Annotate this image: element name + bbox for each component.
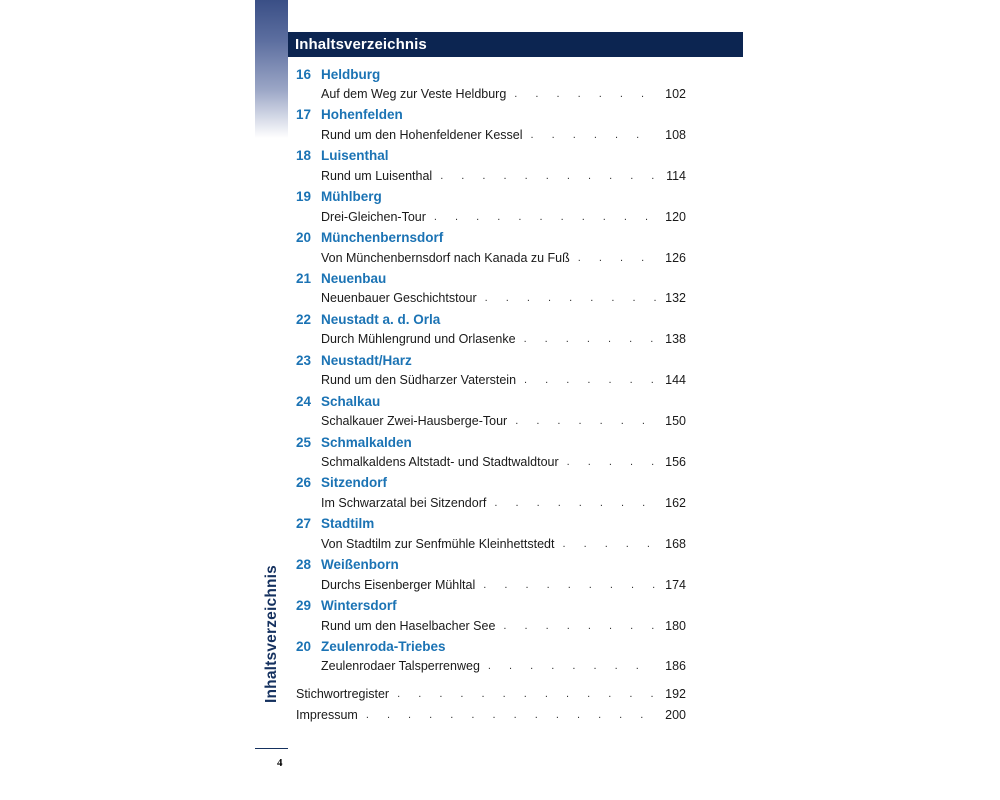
tour-number: 24 (296, 393, 312, 409)
toc-header (288, 32, 743, 57)
tour-number: 22 (296, 311, 312, 327)
tour-page-number: 162 (665, 495, 686, 510)
toc-entry-line (296, 329, 686, 349)
tour-number: 16 (296, 66, 312, 82)
tour-number: 18 (296, 148, 312, 164)
tour-place: Luisenthal (321, 148, 389, 164)
toc-entry[interactable] (296, 268, 686, 309)
toc-entry-heading (296, 555, 686, 575)
tour-page-number: 168 (665, 536, 686, 551)
tour-number: 25 (296, 434, 312, 450)
toc-entry-heading (296, 309, 686, 329)
tour-number: 29 (296, 598, 312, 614)
tour-title: Durch Mühlengrund und Orlasenke (321, 332, 516, 347)
toc-title: Inhaltsverzeichnis (295, 36, 427, 53)
tour-page-number: 186 (665, 659, 686, 674)
toc-entry[interactable] (296, 64, 686, 105)
tour-place: Neustadt a. d. Orla (321, 311, 441, 327)
side-section-label-text: Inhaltsverzeichnis (263, 565, 281, 703)
toc-entry-heading (296, 432, 686, 452)
toc-entry-heading (296, 636, 686, 656)
back-matter-label: Impressum (296, 707, 358, 722)
side-section-label (257, 565, 287, 703)
toc-entry[interactable] (296, 473, 686, 514)
page-number: 4 (277, 757, 283, 769)
dot-leader (430, 211, 656, 223)
toc-entry-line (296, 616, 686, 636)
toc-entry-line (296, 248, 686, 268)
toc-entry-line (296, 452, 686, 472)
toc-entry-heading (296, 228, 686, 248)
dot-leader (527, 129, 656, 141)
toc-entries (296, 64, 686, 677)
dot-leader (490, 497, 656, 509)
toc-entry-line (296, 125, 686, 145)
toc-entry-heading (296, 596, 686, 616)
toc-entry-heading (296, 350, 686, 370)
toc-entry-line (296, 411, 686, 431)
dot-leader (481, 292, 656, 304)
dot-leader (563, 456, 656, 468)
tour-page-number: 138 (665, 332, 686, 347)
tour-title: Rund um den Haselbacher See (321, 618, 496, 633)
toc-entry-heading (296, 268, 686, 288)
dot-leader (499, 620, 656, 632)
toc-entry-line (296, 656, 686, 676)
toc-entry[interactable] (296, 105, 686, 146)
toc-entry[interactable] (296, 555, 686, 596)
tour-page-number: 126 (665, 250, 686, 265)
back-matter-entry[interactable] (296, 683, 686, 704)
tour-number: 20 (296, 638, 312, 654)
toc-entry-heading (296, 514, 686, 534)
toc-entry[interactable] (296, 514, 686, 555)
tour-number: 26 (296, 475, 312, 491)
tour-title: Durchs Eisenberger Mühltal (321, 577, 476, 592)
toc-entry-line (296, 288, 686, 308)
tour-title: Rund um den Hohenfeldener Kessel (321, 127, 523, 142)
tour-number: 17 (296, 107, 312, 123)
tour-place: Neuenbau (321, 270, 387, 286)
tour-place: Weißenborn (321, 557, 399, 573)
tour-number: 28 (296, 557, 312, 573)
dot-leader (362, 709, 656, 721)
tour-number: 27 (296, 516, 312, 532)
tour-number: 19 (296, 189, 312, 205)
tour-title: Drei-Gleichen-Tour (321, 209, 426, 224)
tour-title: Im Schwarzatal bei Sitzendorf (321, 495, 487, 510)
tour-title: Rund um Luisenthal (321, 168, 433, 183)
tour-page-number: 156 (665, 455, 686, 470)
tour-title: Auf dem Weg zur Veste Heldburg (321, 87, 507, 101)
tour-place: Münchenbernsdorf (321, 230, 444, 246)
dot-leader (484, 660, 656, 672)
tour-page-number: 144 (665, 373, 686, 388)
dot-leader (436, 170, 656, 182)
dot-leader (520, 333, 656, 345)
tour-place: Neustadt/Harz (321, 352, 412, 368)
tour-place: Mühlberg (321, 189, 382, 205)
tour-title: Von Stadtilm zur Senfmühle Kleinhettstedt (321, 536, 555, 551)
toc-entry-heading (296, 187, 686, 207)
tour-title: Schmalkaldens Altstadt- und Stadtwaldtour (321, 455, 559, 470)
toc-entry[interactable] (296, 432, 686, 473)
toc-entry-line (296, 534, 686, 554)
tour-place: Schmalkalden (321, 434, 412, 450)
tour-place: Sitzendorf (321, 475, 387, 491)
tour-page-number: 114 (666, 168, 686, 183)
back-matter-entry[interactable] (296, 704, 686, 725)
tour-place: Hohenfelden (321, 107, 403, 123)
tour-page-number: 102 (665, 87, 686, 101)
toc-entry[interactable] (296, 146, 686, 187)
dot-leader (479, 579, 656, 591)
tour-title: Zeulenrodaer Talsperrenweg (321, 659, 480, 674)
tour-place: Wintersdorf (321, 598, 397, 614)
tour-title: Neuenbauer Geschichtstour (321, 291, 477, 306)
tour-title: Schalkauer Zwei-Hausberge-Tour (321, 414, 508, 429)
toc-entry-heading (296, 391, 686, 411)
toc-entry[interactable] (296, 596, 686, 637)
tour-number: 21 (296, 270, 312, 286)
page-number-rule (255, 748, 288, 749)
toc-entry-line (296, 166, 686, 186)
back-matter-label: Stichwortregister (296, 686, 390, 701)
tour-page-number: 108 (665, 127, 686, 142)
toc-entry-line (296, 207, 686, 227)
toc-back-matter (296, 683, 686, 725)
tour-place: Stadtilm (321, 516, 375, 532)
tour-place: Zeulenroda-Triebes (321, 638, 446, 654)
toc-entry-line (296, 493, 686, 513)
table-of-contents (296, 64, 686, 725)
dot-leader (393, 688, 656, 700)
tour-page-number: 180 (665, 618, 686, 633)
toc-entry-heading (296, 64, 686, 84)
dot-leader (574, 252, 656, 264)
back-matter-page-number: 192 (665, 686, 686, 701)
back-matter-page-number: 200 (665, 707, 686, 722)
toc-entry-line (296, 84, 686, 104)
tour-title: Von Münchenbernsdorf nach Kanada zu Fuß (321, 250, 570, 265)
toc-entry-heading (296, 473, 686, 493)
tour-number: 20 (296, 230, 312, 246)
dot-leader (558, 538, 656, 550)
toc-entry[interactable] (296, 309, 686, 350)
toc-entry-heading (296, 146, 686, 166)
dot-leader (511, 415, 656, 427)
toc-entry[interactable] (296, 228, 686, 269)
toc-entry[interactable] (296, 636, 686, 677)
dot-leader (520, 374, 656, 386)
toc-entry[interactable] (296, 187, 686, 228)
side-gradient-bar (255, 0, 288, 138)
tour-title: Rund um den Südharzer Vaterstein (321, 373, 517, 388)
toc-entry[interactable] (296, 391, 686, 432)
tour-place: Schalkau (321, 393, 381, 409)
dot-leader (510, 88, 656, 100)
tour-page-number: 174 (665, 577, 686, 592)
toc-entry-line (296, 370, 686, 390)
tour-page-number: 120 (665, 209, 686, 224)
tour-page-number: 150 (665, 414, 686, 429)
toc-entry-line (296, 575, 686, 595)
tour-place: Heldburg (321, 66, 381, 82)
toc-entry-heading (296, 105, 686, 125)
toc-entry[interactable] (296, 350, 686, 391)
tour-number: 23 (296, 352, 312, 368)
tour-page-number: 132 (665, 291, 686, 306)
